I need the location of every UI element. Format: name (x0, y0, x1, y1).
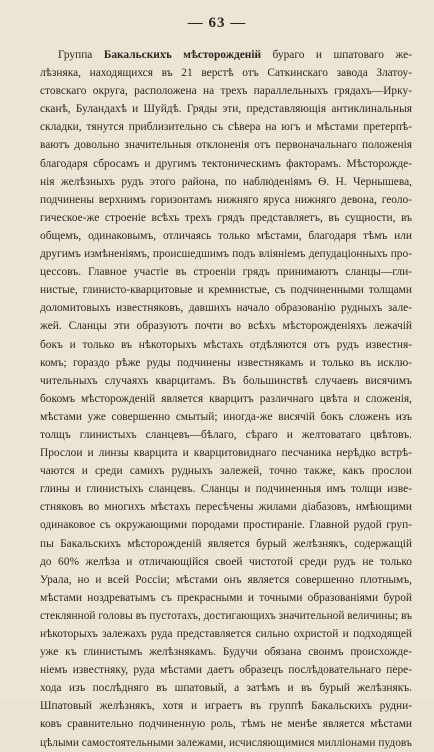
text-line: мѣстами уже совершенно смытый; иногда-же висячій бокъ сложенъ изъ (40, 410, 412, 423)
text-line: стовскаго округа, расположена на трехъ параллельныхъ грядахъ—Ирку- (40, 85, 412, 98)
text-line: ніемъ известняку, руда мѣстами даетъ образецъ послѣдовательнаго пере- (40, 664, 412, 677)
text-line: стеклянной головы въ пустотахъ, достигающихъ значительной величины; въ (40, 609, 412, 622)
text-line: нія желѣзныхъ рудъ этого района, по наблюденіямъ Ѳ. Н. Чернышева, (40, 175, 412, 188)
text-line: уже къ глинистымъ желѣзнякамъ. Будучи обязана своимъ происхожде- (40, 646, 412, 659)
text-line: бокъ и только въ нѣкоторыхъ мѣстахъ отдѣляются отъ рудъ известня- (40, 338, 412, 351)
text-line: жей. Сланцы эти образуютъ почти во всѣхъ мѣсторожденіяхъ лежачій (40, 320, 412, 333)
text-line: чаются и среди самихъ рудныхъ залежей, точно также, какъ прослои (40, 465, 412, 478)
text-line: мѣстами ноздреватымъ съ прекрасными и точными образованіями бурой (40, 591, 412, 604)
text-line: ваютъ довольно значительныя отклоненія отъ первоначальнаго положенія (40, 139, 412, 152)
text-line: одинаковое съ окружающими породами простираніе. Главной рудой груп- (40, 519, 412, 532)
section-title: Бакальскихъ мѣсторожденій (103, 49, 262, 61)
text-line: Прослои и линзы кварцита и кварцитовиднаго песчаника нерѣдко встрѣ- (40, 447, 412, 460)
body-text (40, 46, 412, 752)
text-line: цѣлыми самостоятельными залежами, исчисляющимися милліонами пудовъ (40, 736, 412, 749)
text-line: сканѣ, Буландахѣ и Шуйдѣ. Гряды эти, представляющія антиклинальныя (40, 103, 412, 116)
text-line: Шпатовый желѣзнякъ, хотя и играетъ въ группѣ Бакальскихъ рудни- (40, 700, 412, 713)
text-line: цессовъ. Главное участіе въ строеніи грядъ принимаютъ сланцы—гли- (40, 266, 412, 279)
text-line: хода изъ послѣдняго въ шпатовый, а затѣмъ и въ бурый желѣзнякъ. (40, 682, 412, 695)
text-line: доломитовыхъ известняковъ, давшихъ начало образованію рудныхъ зале- (40, 302, 412, 315)
page-number: — 63 — (187, 15, 247, 31)
text-line: глины и глинистыхъ сланцевъ. Сланцы и подчиненныя имъ толщи изве- (40, 483, 412, 496)
text-line: другимъ измѣненіямъ, происшедшимъ подъ вліяніемъ депудаціонныхъ про- (40, 248, 412, 261)
text-line: до 60% желѣза и отличающійся своей чистотой среди рудъ не только (40, 555, 412, 568)
text-line: лѣзняка, находящихся въ 21 верстѣ отъ Саткинскаго завода Златоу- (40, 67, 412, 80)
text-line: благодаря сбросамъ и другимъ тектоническимъ факторамъ. Мѣсторожде- (40, 157, 412, 170)
text-line: стняковъ во многихъ мѣстахъ пересѣчены жилами діабазовъ, имѣющими (40, 501, 412, 514)
text-line: нистые, глинисто-кварцитовые и кремнистые, съ подчиненными толщами (40, 284, 412, 297)
text-line: чительныхъ случаяхъ кварцитамъ. Въ большинствѣ случаевъ висячимъ (40, 374, 412, 387)
text-line: комъ; гораздо рѣже руды подчинены известнякамъ и только въ исклю- (40, 356, 412, 369)
text-span: Группа (58, 49, 104, 61)
text-line: бокомъ мѣсторожденій является кварцитъ различнаго цвѣта и сложенія, (40, 392, 412, 405)
text-line (40, 46, 412, 64)
text-line: Урала, но и всей Россіи; мѣстами онъ является совершенно плотнымъ, (40, 573, 412, 586)
text-line: складки, тянутся приблизительно съ сѣвера на югъ и мѣстами претерпѣ- (40, 121, 412, 134)
text-line: пы Бакальскихъ мѣсторожденій является бурый желѣзнякъ, содержащій (40, 537, 412, 550)
text-span: бураго и шпатоваго же- (261, 49, 412, 61)
text-line: подчинены верхнимъ горизонтамъ нижняго яруса нижняго девона, геоло- (40, 193, 412, 206)
text-line: нѣкоторыхъ залежахъ руда представляется сильно охристой и подходящей (40, 628, 412, 640)
text-line: ковъ сравнительно подчиненную роль, тѣмъ не менѣе является мѣстами (40, 718, 412, 731)
text-line: гическое-же строеніе всѣхъ трехъ грядъ представляетъ, въ сущности, въ (40, 211, 412, 224)
text-line: общемъ, одинаковымъ, отличаясь только мѣстами, благодаря тѣмъ или (40, 229, 412, 242)
text-line: толщъ глинистыхъ сланцевъ—бѣлаго, сѣраго и желтоватаго цвѣтовъ. (40, 428, 412, 441)
